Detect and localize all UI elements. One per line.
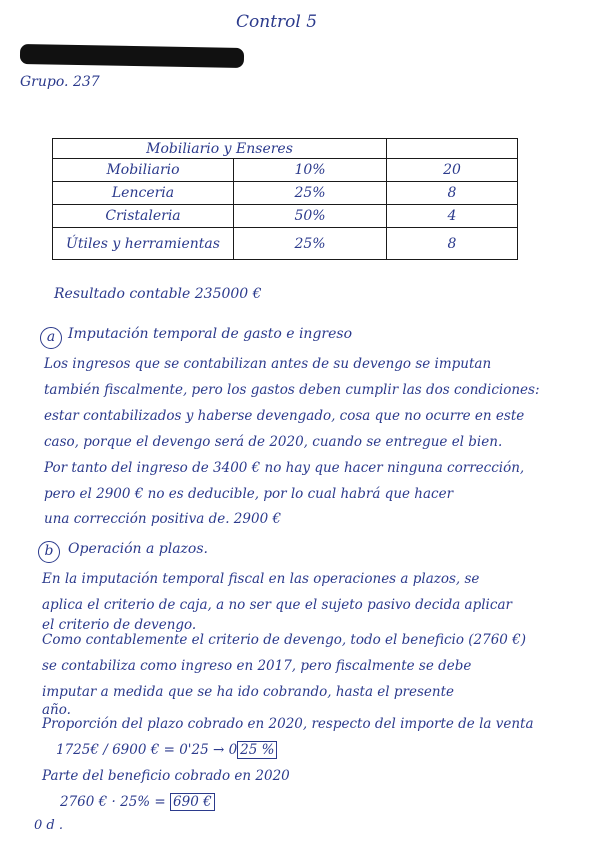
asset-percent: 25% <box>234 228 387 260</box>
section-a-line: Por tanto del ingreso de 3400 € no hay que hacer ninguna corrección, <box>44 460 525 476</box>
section-b-line: se contabiliza como ingreso en 2017, pero fiscalmente se debe <box>42 658 472 674</box>
section-b-line: Como contablemente el criterio de devengo, todo el beneficio (2760 €) <box>42 632 527 648</box>
asset-percent: 10% <box>234 159 387 182</box>
accounting-result: Resultado contable 235000 € <box>54 286 262 302</box>
calc-benefit <box>60 794 215 810</box>
table-row <box>53 228 518 260</box>
calc-benefit-text: 2760 € · 25% = <box>60 794 166 810</box>
section-b-line: el criterio de devengo. <box>42 617 197 633</box>
table-row <box>53 205 518 228</box>
trailing-text: 0 d . <box>34 818 63 833</box>
calc-proportion-result: 25 % <box>237 741 277 759</box>
asset-years: 4 <box>387 205 518 228</box>
section-b-line: En la imputación temporal fiscal en las operaciones a plazos, se <box>42 571 480 587</box>
redacted-name <box>20 44 244 68</box>
calc-benefit-result: 690 € <box>170 793 215 811</box>
asset-name: Útiles y herramientas <box>53 228 234 260</box>
asset-years: 8 <box>387 182 518 205</box>
section-b-line: año. <box>42 702 71 718</box>
asset-percent: 50% <box>234 205 387 228</box>
calc-proportion-text: 1725€ / 6900 € = 0'25 → 0 <box>56 742 238 758</box>
asset-name: Cristaleria <box>53 205 234 228</box>
asset-years: 20 <box>387 159 518 182</box>
section-b-line: aplica el criterio de caja, a no ser que el sujeto pasivo decida aplicar <box>42 597 512 613</box>
section-b-line: Parte del beneficio cobrado en 2020 <box>42 768 290 784</box>
asset-name: Lenceria <box>53 182 234 205</box>
section-a-line: Los ingresos que se contabilizan antes de su devengo se imputan <box>44 356 492 372</box>
table-row <box>53 182 518 205</box>
table-header-empty <box>387 139 518 159</box>
asset-years: 8 <box>387 228 518 260</box>
section-a-heading: Imputación temporal de gasto e ingreso <box>68 326 352 342</box>
calc-proportion <box>56 742 277 758</box>
table-row <box>53 159 518 182</box>
section-a-line: pero el 2900 € no es deducible, por lo cual habrá que hacer <box>44 486 454 502</box>
assets-table <box>52 138 518 260</box>
section-b-heading: Operación a plazos. <box>68 541 208 557</box>
section-a-line: una corrección positiva de. 2900 € <box>44 511 282 527</box>
section-a-line: estar contabilizados y haberse devengado, cosa que no ocurre en este <box>44 408 525 424</box>
asset-percent: 25% <box>234 182 387 205</box>
asset-name: Mobiliario <box>53 159 234 182</box>
section-b-marker: b <box>38 541 60 563</box>
table-title: Mobiliario y Enseres <box>53 139 387 159</box>
group-label: Grupo. 237 <box>20 74 100 90</box>
section-b-line: Proporción del plazo cobrado en 2020, respecto del importe de la venta <box>42 716 534 732</box>
section-a-line: también fiscalmente, pero los gastos deben cumplir las dos condiciones: <box>44 382 540 398</box>
section-b-line: imputar a medida que se ha ido cobrando, hasta el presente <box>42 684 455 700</box>
page-title: Control 5 <box>236 12 318 32</box>
section-a-line: caso, porque el devengo será de 2020, cuando se entregue el bien. <box>44 434 503 450</box>
section-a-marker: a <box>40 327 62 349</box>
